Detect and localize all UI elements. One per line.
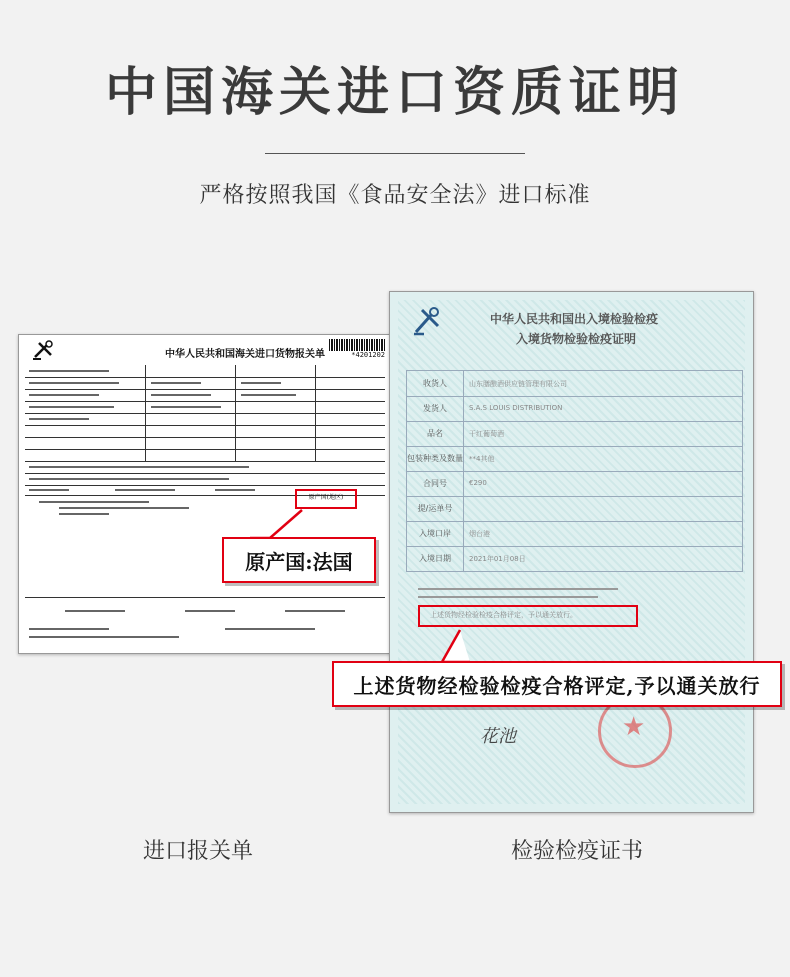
page-subtitle: 严格按照我国《食品安全法》进口标准: [199, 183, 591, 208]
inspection-certificate-caption: 检验检疫证书: [511, 839, 644, 864]
barcode: [329, 339, 385, 351]
pass-text: 上述货物经检验检疫合格评定，予以通关放行。: [430, 611, 577, 619]
origin-label: 原产国(地区): [308, 494, 344, 501]
title-divider: [265, 153, 525, 154]
customs-declaration-document: [18, 334, 392, 654]
inspector-signature: 花池: [480, 726, 516, 747]
pass-callout-pointer: [430, 626, 490, 666]
declaration-code: *4201202: [351, 351, 385, 359]
declaration-header: [25, 339, 385, 363]
table-row: 包装种类及数量 **4其他: [407, 446, 742, 472]
pass-text-highlight: [418, 605, 638, 627]
certificate-table: [406, 370, 743, 572]
page-title: 中国海关进口资质证明: [104, 63, 685, 123]
declaration-title: 中华人民共和国海关进口货物报关单: [165, 349, 325, 360]
certificate-title-line2: 入境货物检验检疫证明: [516, 332, 637, 346]
inspection-certificate-document: [389, 291, 754, 813]
declaration-footer: [25, 597, 385, 648]
pass-callout: [332, 661, 782, 707]
seal-star-icon: ★: [622, 712, 646, 742]
origin-callout-text: 原产国:法国: [245, 549, 353, 574]
origin-callout: [222, 537, 376, 583]
declaration-form-grid: [25, 365, 385, 485]
certificate-title-line1: 中华人民共和国出入境检验检疫: [490, 312, 659, 326]
pass-callout-text: 上述货物经检验检疫合格评定,予以通关放行: [353, 673, 761, 698]
table-row: 入境口岸 烟台港: [407, 521, 742, 547]
table-row: 合同号 €290: [407, 471, 742, 497]
customs-emblem-icon: [29, 339, 57, 363]
customs-declaration-caption: 进口报关单: [143, 839, 254, 864]
table-row: 入境日期 2021年01月08日: [407, 546, 742, 572]
table-row: 收货人 山东膳酿酒供应链管理有限公司: [407, 371, 742, 397]
table-row: 提/运单号: [407, 496, 742, 522]
table-row: 发货人 S.A.S LOUIS DISTRIBUTION: [407, 396, 742, 422]
table-row: 品名 干红葡萄酒: [407, 421, 742, 447]
inspection-emblem-icon: [408, 304, 444, 340]
